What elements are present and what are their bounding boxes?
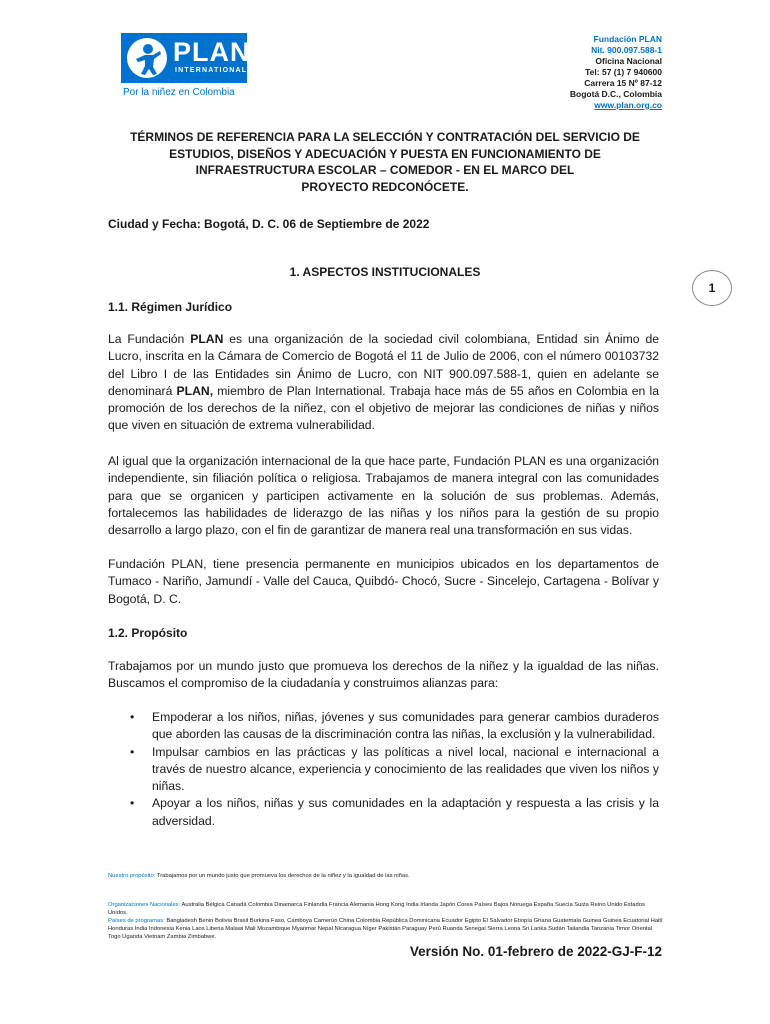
- footer-national-orgs: [108, 901, 664, 917]
- footer-program-text: Bangladesh Benin Bolivia Brasil Burkina Faso, Camboya Camerún China Colombia República Dominicana Ecuador Egipto El Salvador Etiopía Ghana Guatemala Guinea Guinea Ecuatorial Haití Honduras India Indonesia Kenia Laos Liberia Malawi Mali Mozambique Myanmar Nepal Nicaragua Níger Pakistán Paraguay Perú Ruanda Senegal Sierra Leona Sri Lanka Sudán Tailandia Tanzania Timor Oriental Togo Uganda Vietnam Zambia Zimbabwe.: [108, 918, 663, 941]
- purpose-heading: 1.2. Propósito: [108, 626, 188, 640]
- footer-program-label: Países de programas:: [108, 918, 165, 925]
- title-line: PROYECTO REDCONÓCETE.: [301, 179, 469, 194]
- org-nit: Nit. 900.097.588-1: [591, 45, 662, 55]
- version-label: Versión No. 01-febrero de 2022-GJ-F-12: [409, 944, 662, 959]
- child-figure-icon: [127, 38, 167, 78]
- paragraph-purpose: Trabajamos por un mundo justo que promueva los derechos de la niñez y la igualdad de las niñas. Buscamos el compromiso de la ciudadanía y construimos alianzas para:: [108, 659, 659, 691]
- footer-national-label: Organizaciones Nacionales:: [108, 902, 181, 908]
- footer-countries: [108, 901, 664, 941]
- org-phone: Tel: 57 (1) 7 940600: [585, 67, 662, 77]
- section-title: 1. ASPECTOS INSTITUCIONALES: [289, 265, 481, 279]
- document-title: [108, 129, 662, 195]
- p1-text-e: miembro de Plan International. Trabaja hace más de 55 años en Colombia en la promoción de los derechos de la niñez, con el objetivo de mejorar las condiciones de niñas y niños que viven en situación de extrema vulnerabilidad.: [108, 383, 659, 433]
- p1-text-c: es una organización de la sociedad civil colombiana, Entidad sin Ánimo de Lucro, inscrita en la Cámara de Comercio de Bogotá el 11 de Julio de 2006, con el número 00103732 del Libro I de las Entidades sin Ánimo de Lucro, con NIT 900.097.588-1, quien en adelante se denominará: [108, 332, 659, 398]
- footer-purpose-text: Trabajamos por un mundo justo que promueva los derechos de la niñez y la igualdad de las niñas.: [155, 873, 410, 879]
- logo-child-icon: [127, 38, 167, 78]
- p1-bold-plan-2: PLAN,: [176, 383, 214, 398]
- logo-box: [121, 33, 251, 83]
- page-number: 1: [692, 270, 732, 306]
- list-item: • Impulsar cambios en las prácticas y las políticas a nivel local, nacional e internacional a través de nuestro alcance, experiencia y conocimiento de las realidades que viven los niños y niñas.: [108, 744, 659, 796]
- org-city: Bogotá D.C., Colombia: [569, 89, 662, 99]
- org-website-link[interactable]: www.plan.org.co: [594, 100, 662, 110]
- list-item: • Apoyar a los niños, niñas y sus comunidades en la adaptación y respuesta a las crisis y la adversidad.: [108, 795, 659, 830]
- plan-logo: [121, 33, 251, 99]
- paragraph-organization: Al igual que la organización internacional de la que hace parte, Fundación PLAN es una organización independiente, sin filiación política o religiosa. Trabajamos de manera integral con las comunidades para que se organicen y participen activamente en la solución de sus problemas. Además, fortalecemos las habilidades de liderazgo de las niñas y los niños para la gestión de su propio desarrollo a largo plazo, con el fin de garantizar de manera real una transformación en sus vidas.: [108, 454, 659, 538]
- title-line: TÉRMINOS DE REFERENCIA PARA LA SELECCIÓN Y CONTRATACIÓN DEL SERVICIO DE: [130, 130, 640, 144]
- title-line: ESTUDIOS, DISEÑOS Y ADECUACIÓN Y PUESTA EN FUNCIONAMIENTO DE: [169, 146, 601, 161]
- date-line: Ciudad y Fecha: Bogotá, D. C. 06 de Septiembre de 2022: [108, 217, 430, 231]
- logo-subtitle: INTERNATIONAL: [175, 67, 248, 74]
- footer-purpose: [108, 873, 410, 879]
- org-name: Fundación PLAN: [593, 34, 662, 44]
- footer-program-countries: [108, 917, 664, 941]
- regimen-heading: 1.1. Régimen Jurídico: [108, 300, 233, 314]
- logo-word: PLAN: [173, 37, 251, 67]
- logo-tagline: Por la niñez en Colombia: [123, 87, 235, 98]
- organization-info: [570, 34, 662, 111]
- org-office: Oficina Nacional: [595, 56, 662, 66]
- p1-bold-plan: PLAN: [190, 332, 224, 346]
- purpose-bullet-list: [108, 709, 659, 830]
- footer-national-text: Australia Bélgica Canadá Colombia Dinamarca Finlandia Francia Alemania Hong Kong India Irlanda Japón Corea Países Bajos Noruega España Suecia Suiza Reino Unido Estados Unidos.: [108, 902, 645, 917]
- footer-purpose-label: Nuestro propósito:: [108, 873, 156, 879]
- p1-text-a: La Fundación: [108, 332, 191, 346]
- list-item: • Empoderar a los niños, niñas, jóvenes y sus comunidades para generar cambios duraderos que aborden las causas de la discriminación contra las niñas, la exclusión y la vulnerabilidad.: [108, 709, 659, 744]
- title-line: INFRAESTRUCTURA ESCOLAR – COMEDOR - EN EL MARCO DEL: [195, 163, 575, 177]
- paragraph-presence: Fundación PLAN, tiene presencia permanente en municipios ubicados en los departamentos de Tumaco - Nariño, Jamundí - Valle del Cauca, Quibdó- Chocó, Sucre - Sincelejo, Cartagena - Bolívar y Bogotá, D. C.: [108, 557, 659, 606]
- org-address: Carrera 15 Nº 87-12: [584, 78, 662, 88]
- paragraph-regimen: [108, 331, 659, 435]
